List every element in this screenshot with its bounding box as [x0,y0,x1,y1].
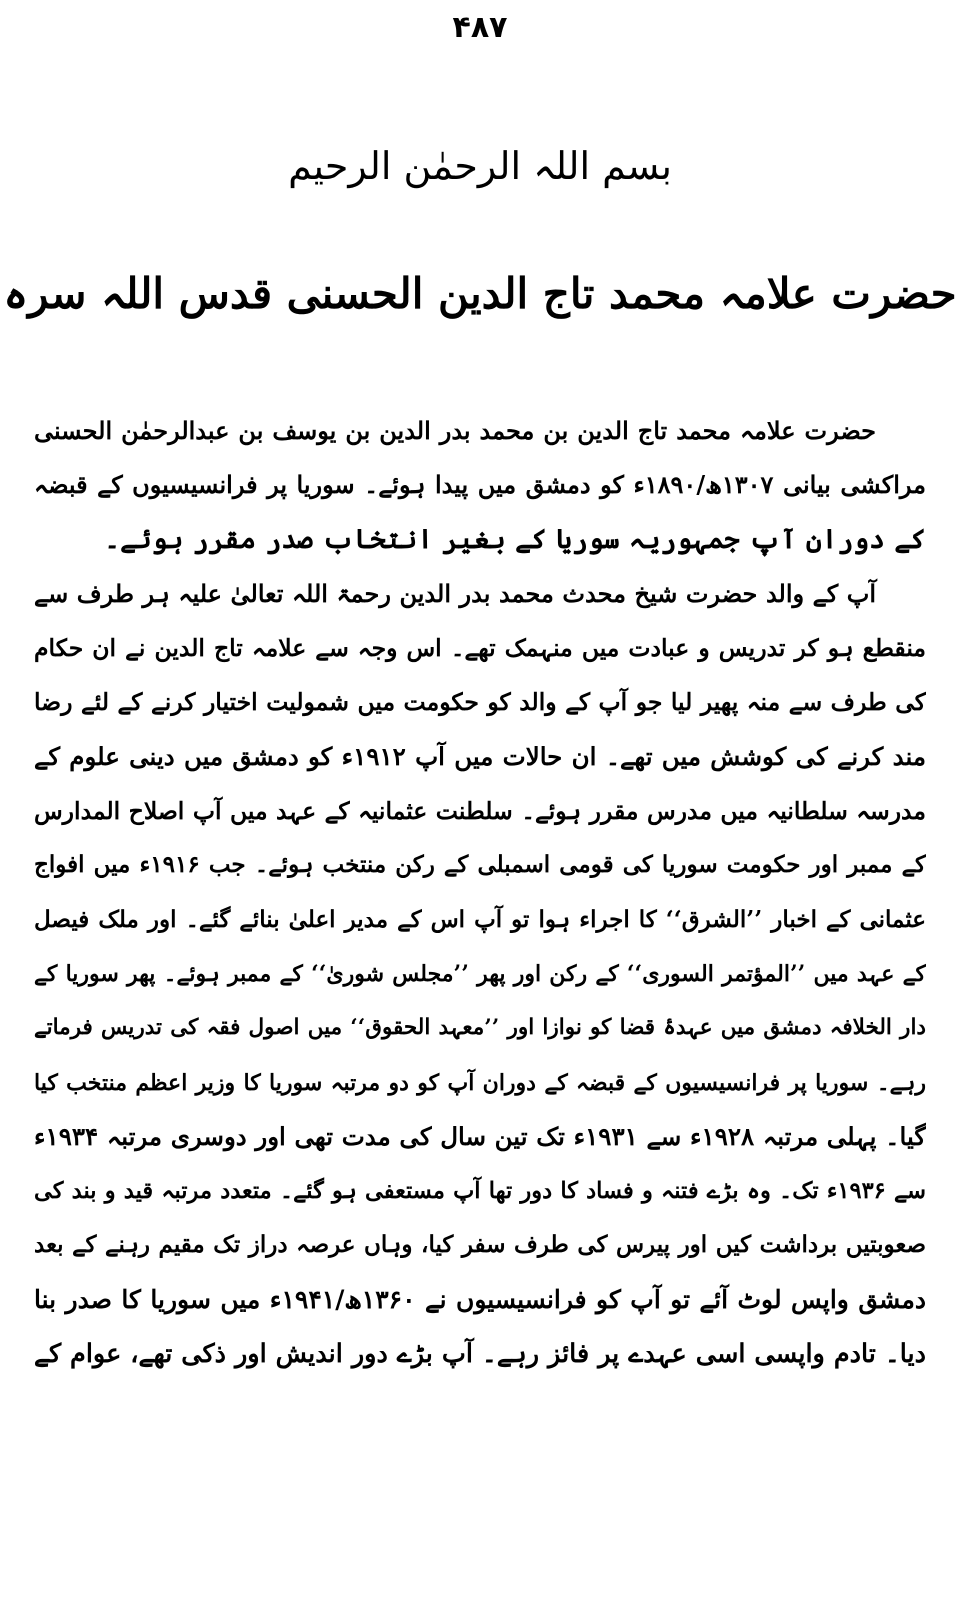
text-line: دیا۔ تادم واپسی اسی عہدے پر فائز رہے۔ آپ بڑے دور اندیش اور ذکی تھے، عوام کے [34,1339,926,1370]
text-line: منقطع ہو کر تدریس و عبادت میں منہمک تھے۔ اس وجہ سے علامہ تاج الدین نے ان حکام [34,634,926,663]
text-line: سے ۱۹۳۶ء تک۔ وہ بڑے فتنہ و فساد کا دور تھا آپ مستعفی ہو گئے۔ متعدد مرتبہ قید و بند کی [34,1178,926,1205]
body-text [34,404,926,1381]
text-line: آپ کے والد حضرت شیخ محدث محمد بدر الدین رحمۃ اللہ تعالیٰ علیہ ہر طرف سے [34,578,876,608]
text-line: حضرت علامہ محمد تاج الدین بن محمد بدر الدین بن یوسف بن عبدالرحمٰن الحسنی [34,416,876,445]
text-line: کی طرف سے منہ پھیر لیا جو آپ کے والد کو حکومت میں شمولیت اختیار کرنے کے لئے رضا [34,688,926,717]
text-line: کے دوران آپ جمہوریہ سوریا کے بغیر انتخاب صدر مقرر ہوئے۔ [104,523,926,555]
text-line: مدرسہ سلطانیہ میں مدرس مقرر ہوئے۔ سلطنت عثمانیہ کے عہد میں آپ اصلاح المدارس [34,797,926,826]
text-line: دار الخلافہ دمشق میں عہدۂ قضا کو نوازا اور ’’معہد الحقوق‘‘ میں اصول فقہ کی تدریس فرماتے [34,1015,926,1041]
bismillah-heading: بسم اللہ الرحمٰن الرحیم [288,144,672,188]
text-line: دمشق واپس لوٹ آئے تو آپ کو فرانسیسیوں نے ۱۳۶۰ھ/۱۹۴۱ء میں سوریا کا صدر بنا [34,1284,926,1314]
text-line: صعوبتیں برداشت کیں اور پیرس کی طرف سفر کیا، وہاں عرصہ دراز تک مقیم رہنے کے بعد [34,1231,926,1259]
text-line: کے ممبر اور حکومت سوریا کی قومی اسمبلی کے رکن منتخب ہوئے۔ جب ۱۹۱۶ء میں افواج [34,851,926,879]
text-line: رہے۔ سوریا پر فرانسیسیوں کے قبضہ کے دوران آپ کو دو مرتبہ سوریا کا وزیر اعظم منتخب کیا [34,1069,926,1096]
text-line: مند کرنے کی کوشش میں تھے۔ ان حالات میں آپ ۱۹۱۲ء کو دمشق میں دینی علوم کے [34,741,926,771]
text-line: کے عہد میں ’’المؤتمر السوری‘‘ کے رکن اور پھر ’’مجلس شوریٰ‘‘ کے ممبر ہوئے۔ پھر سوریا کے [34,960,926,987]
text-line: عثمانی کے اخبار ’’الشرق‘‘ کا اجراء ہوا تو آپ اس کے مدیر اعلیٰ بنائے گئے۔ اور ملک فیصل [34,905,926,933]
page-title: حضرت علامہ محمد تاج الدین الحسنی قدس اللہ سرہ [3,269,957,318]
text-line: مراکشی بیانی ۱۳۰۷ھ/۱۸۹۰ء کو دمشق میں پیدا ہوئے۔ سوریا پر فرانسیسیوں کے قبضہ [34,470,926,500]
page-number: ۴۸۷ [452,10,508,45]
text-line: گیا۔ پہلی مرتبہ ۱۹۲۸ء سے ۱۹۳۱ء تک تین سال کی مدت تھی اور دوسری مرتبہ ۱۹۳۴ء [34,1121,926,1151]
